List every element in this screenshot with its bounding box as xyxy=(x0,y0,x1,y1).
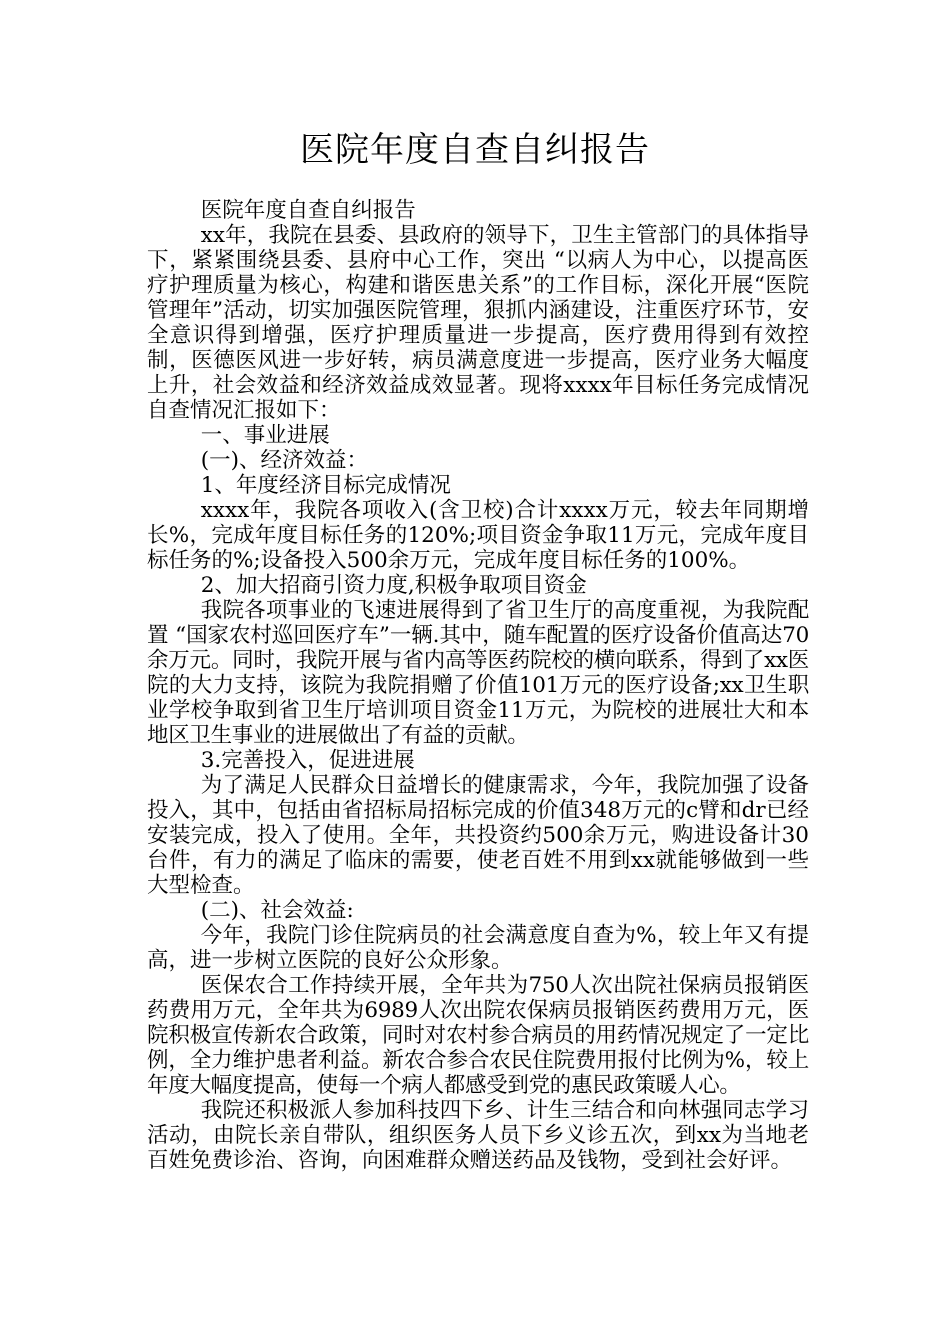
document-body xyxy=(147,198,809,1173)
paragraph-annual-target: xxxx年，我院各项收入(含卫校)合计xxxx万元，较去年同期增长%，完成年度目标任务的120%;项目资金争取11万元，完成年度目标任务的%;设备投入500余万元，完成年度目标任务的100%。 xyxy=(147,498,809,573)
paragraph-satisfaction: 今年，我院门诊住院病员的社会满意度自查为%，较上年又有提高，进一步树立医院的良好公众形象。 xyxy=(147,923,809,973)
heading-section-1: 一、事业进展 xyxy=(200,423,330,448)
heading-annual-target: 1、年度经济目标完成情况 xyxy=(200,473,451,498)
document-title: 医院年度自查自纠报告 xyxy=(300,130,650,170)
paragraph-investment: 我院各项事业的飞速进展得到了省卫生厅的高度重视，为我院配置 “国家农村巡回医疗车”一辆.其中，随车配置的医疗设备价值高达70余万元。同时，我院开展与省内高等医药院校的横向联系，得到了xx医院的大力支持，该院为我院捐赠了价值101万元的医疗设备;xx卫生职业学校争取到省卫生厅培训项目资金11万元，为院校的进展壮大和本地区卫生事业的进展做出了有益的贡献。 xyxy=(147,598,809,748)
heading-social-benefit: (二)、社会效益: xyxy=(200,898,354,923)
paragraph-intro: xx年，我院在县委、县政府的领导下，卫生主管部门的具体指导下，紧紧围绕县委、县府中心工作，突出 “以病人为中心，以提高医疗护理质量为核心，构建和谐医患关系”的工作目标，深化开展“医院管理年”活动，切实加强医院管理，狠抓内涵建设，注重医疗环节，安全意识得到增强，医疗护理质量进一步提高，医疗费用得到有效控制，医德医风进一步好转，病员满意度进一步提高，医疗业务大幅度上升，社会效益和经济效益成效显著。现将xxxx年目标任务完成情况自查情况汇报如下： xyxy=(147,223,809,423)
heading-economic-benefit: (一)、经济效益： xyxy=(200,448,369,473)
paragraph-outreach: 我院还积极派人参加科技四下乡、计生三结合和向林强同志学习活动，由院长亲自带队，组织医务人员下乡义诊五次，到xx为当地老百姓免费诊治、咨询，向困难群众赠送药品及钱物，受到社会好评。 xyxy=(147,1098,809,1173)
heading-improve-input: 3.完善投入，促进进展 xyxy=(200,748,415,773)
heading-investment: 2、加大招商引资力度,积极争取项目资金 xyxy=(200,573,587,598)
paragraph-improve-input: 为了满足人民群众日益增长的健康需求，今年，我院加强了设备投入，其中，包括由省招标局招标完成的价值348万元的c臂和dr已经安装完成，投入了使用。全年，共投资约500余万元，购进设备计30台件，有力的满足了临床的需要，使老百姓不用到xx就能够做到一些大型检查。 xyxy=(147,773,809,898)
paragraph-medical-insurance: 医保农合工作持续开展，全年共为750人次出院社保病员报销医药费用万元，全年共为6989人次出院农保病员报销医药费用万元，医院积极宣传新农合政策，同时对农村参合病员的用药情况规定了一定比例，全力维护患者利益。新农合参合农民住院费用报付比例为%，较上年度大幅度提高，使每一个病人都感受到党的惠民政策暖人心。 xyxy=(147,973,809,1098)
paragraph-subtitle: 医院年度自查自纠报告 xyxy=(200,198,416,223)
